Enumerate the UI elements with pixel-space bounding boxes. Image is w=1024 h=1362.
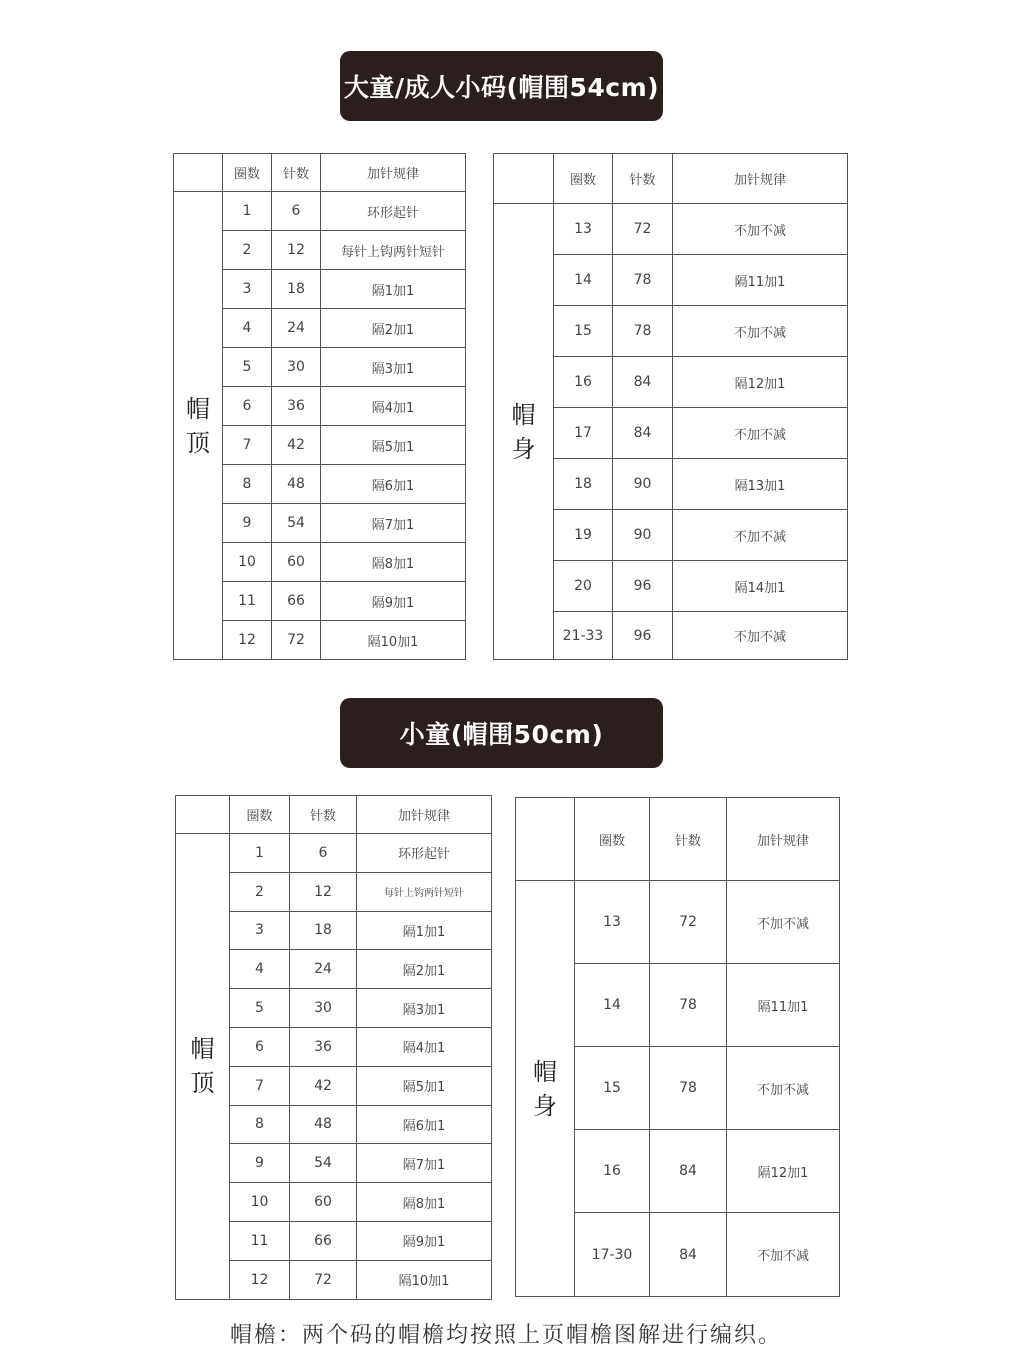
column-header: 圈数 [230, 796, 290, 834]
stitch-count-cell: 36 [290, 1027, 357, 1066]
increase-rule-cell: 隔11加1 [727, 964, 840, 1047]
increase-rule-cell: 隔2加1 [321, 309, 466, 348]
increase-rule-cell: 隔2加1 [357, 950, 492, 989]
column-header: 圈数 [223, 154, 272, 192]
round-cell: 8 [223, 465, 272, 504]
increase-rule-cell: 隔4加1 [357, 1027, 492, 1066]
increase-rule-cell: 隔8加1 [321, 543, 466, 582]
stitch-count-cell: 54 [272, 504, 321, 543]
round-cell: 15 [554, 306, 613, 357]
round-cell: 16 [575, 1130, 650, 1213]
stitch-count-cell: 72 [290, 1260, 357, 1299]
column-header: 加针规律 [357, 796, 492, 834]
round-cell: 13 [554, 204, 613, 255]
increase-rule-cell: 隔6加1 [357, 1105, 492, 1144]
stitch-count-cell: 90 [613, 510, 673, 561]
section-label-text: 帽顶 [185, 394, 210, 457]
increase-rule-cell: 每针上钩两针短针 [357, 872, 492, 911]
stitch-count-cell: 72 [272, 621, 321, 660]
stitch-count-cell: 84 [613, 408, 673, 459]
round-cell: 20 [554, 561, 613, 612]
increase-rule-cell: 每针上钩两针短针 [321, 231, 466, 270]
stitch-count-cell: 54 [290, 1144, 357, 1183]
round-cell: 18 [554, 459, 613, 510]
increase-rule-cell: 隔4加1 [321, 387, 466, 426]
section-label [494, 204, 554, 660]
child-body-body [516, 798, 840, 1297]
stitch-count-cell: 12 [272, 231, 321, 270]
increase-rule-cell: 不加不减 [727, 1213, 840, 1297]
column-header: 针数 [272, 154, 321, 192]
stitch-count-cell: 6 [272, 192, 321, 231]
header-row [516, 798, 840, 881]
stitch-count-cell: 78 [650, 964, 727, 1047]
adult-body-table [493, 153, 848, 660]
stitch-count-cell: 18 [290, 911, 357, 950]
stitch-count-cell: 48 [272, 465, 321, 504]
header-corner [494, 154, 554, 204]
child-body-table [515, 797, 840, 1297]
stitch-count-cell: 42 [290, 1066, 357, 1105]
stitch-count-cell: 66 [272, 582, 321, 621]
increase-rule-cell: 不加不减 [673, 510, 848, 561]
increase-rule-cell: 隔6加1 [321, 465, 466, 504]
header-row [174, 154, 466, 192]
round-cell: 5 [230, 989, 290, 1028]
stitch-count-cell: 6 [290, 834, 357, 873]
increase-rule-cell: 隔13加1 [673, 459, 848, 510]
stitch-count-cell: 78 [650, 1047, 727, 1130]
stitch-count-cell: 96 [613, 612, 673, 660]
section-label-text: 帽身 [532, 1057, 557, 1120]
round-cell: 12 [223, 621, 272, 660]
stitch-count-cell: 66 [290, 1221, 357, 1260]
table-row [516, 881, 840, 964]
stitch-count-cell: 84 [650, 1213, 727, 1297]
round-cell: 12 [230, 1260, 290, 1299]
increase-rule-cell: 隔5加1 [321, 426, 466, 465]
increase-rule-cell: 隔12加1 [727, 1130, 840, 1213]
increase-rule-cell: 隔12加1 [673, 357, 848, 408]
section-label-text: 帽顶 [190, 1035, 215, 1098]
increase-rule-cell: 不加不减 [673, 612, 848, 660]
round-cell: 7 [223, 426, 272, 465]
column-header: 圈数 [554, 154, 613, 204]
child-crown-body [176, 796, 492, 1300]
round-cell: 7 [230, 1066, 290, 1105]
increase-rule-cell: 隔7加1 [357, 1144, 492, 1183]
round-cell: 8 [230, 1105, 290, 1144]
section-label [174, 192, 223, 660]
round-cell: 6 [223, 387, 272, 426]
table-row [494, 204, 848, 255]
stitch-count-cell: 60 [272, 543, 321, 582]
round-cell: 11 [230, 1221, 290, 1260]
round-cell: 10 [230, 1183, 290, 1222]
stitch-count-cell: 18 [272, 270, 321, 309]
increase-rule-cell: 隔1加1 [357, 911, 492, 950]
round-cell: 3 [230, 911, 290, 950]
column-header: 加针规律 [727, 798, 840, 881]
increase-rule-cell: 隔10加1 [357, 1260, 492, 1299]
round-cell: 6 [230, 1027, 290, 1066]
increase-rule-cell: 隔9加1 [321, 582, 466, 621]
stitch-count-cell: 30 [272, 348, 321, 387]
stitch-count-cell: 72 [613, 204, 673, 255]
round-cell: 21-33 [554, 612, 613, 660]
stitch-count-cell: 72 [650, 881, 727, 964]
stitch-count-cell: 42 [272, 426, 321, 465]
round-cell: 10 [223, 543, 272, 582]
section-label [516, 881, 575, 1297]
increase-rule-cell: 隔3加1 [357, 989, 492, 1028]
column-header: 针数 [650, 798, 727, 881]
stitch-count-cell: 36 [272, 387, 321, 426]
round-cell: 4 [223, 309, 272, 348]
increase-rule-cell: 隔14加1 [673, 561, 848, 612]
round-cell: 2 [230, 872, 290, 911]
stitch-count-cell: 84 [650, 1130, 727, 1213]
round-cell: 3 [223, 270, 272, 309]
round-cell: 15 [575, 1047, 650, 1130]
increase-rule-cell: 隔1加1 [321, 270, 466, 309]
increase-rule-cell: 不加不减 [727, 1047, 840, 1130]
adult-body-body [494, 154, 848, 660]
round-cell: 19 [554, 510, 613, 561]
header-row [176, 796, 492, 834]
table-row [176, 834, 492, 873]
column-header: 针数 [613, 154, 673, 204]
round-cell: 14 [554, 255, 613, 306]
child-size-title: 小童(帽围50cm) [340, 698, 663, 768]
header-corner [174, 154, 223, 192]
increase-rule-cell: 环形起针 [321, 192, 466, 231]
round-cell: 9 [223, 504, 272, 543]
stitch-count-cell: 30 [290, 989, 357, 1028]
column-header: 圈数 [575, 798, 650, 881]
stitch-count-cell: 78 [613, 255, 673, 306]
column-header: 加针规律 [321, 154, 466, 192]
round-cell: 9 [230, 1144, 290, 1183]
increase-rule-cell: 隔9加1 [357, 1221, 492, 1260]
increase-rule-cell: 隔7加1 [321, 504, 466, 543]
table-row [174, 192, 466, 231]
child-crown-table [175, 795, 492, 1300]
stitch-count-cell: 48 [290, 1105, 357, 1144]
adult-crown-table [173, 153, 466, 660]
header-corner [176, 796, 230, 834]
stitch-count-cell: 96 [613, 561, 673, 612]
increase-rule-cell: 隔11加1 [673, 255, 848, 306]
stitch-count-cell: 24 [272, 309, 321, 348]
round-cell: 5 [223, 348, 272, 387]
increase-rule-cell: 隔8加1 [357, 1183, 492, 1222]
header-row [494, 154, 848, 204]
round-cell: 2 [223, 231, 272, 270]
stitch-count-cell: 84 [613, 357, 673, 408]
increase-rule-cell: 不加不减 [673, 204, 848, 255]
round-cell: 13 [575, 881, 650, 964]
column-header: 针数 [290, 796, 357, 834]
stitch-count-cell: 12 [290, 872, 357, 911]
stitch-count-cell: 90 [613, 459, 673, 510]
header-corner [516, 798, 575, 881]
round-cell: 11 [223, 582, 272, 621]
round-cell: 1 [230, 834, 290, 873]
stitch-count-cell: 78 [613, 306, 673, 357]
increase-rule-cell: 不加不减 [727, 881, 840, 964]
round-cell: 4 [230, 950, 290, 989]
increase-rule-cell: 不加不减 [673, 408, 848, 459]
column-header: 加针规律 [673, 154, 848, 204]
round-cell: 17 [554, 408, 613, 459]
round-cell: 14 [575, 964, 650, 1047]
increase-rule-cell: 隔3加1 [321, 348, 466, 387]
round-cell: 1 [223, 192, 272, 231]
increase-rule-cell: 不加不减 [673, 306, 848, 357]
adult-crown-body [174, 154, 466, 660]
increase-rule-cell: 隔10加1 [321, 621, 466, 660]
adult-size-title: 大童/成人小码(帽围54cm) [340, 51, 663, 121]
section-label [176, 834, 230, 1300]
round-cell: 17-30 [575, 1213, 650, 1297]
stitch-count-cell: 60 [290, 1183, 357, 1222]
increase-rule-cell: 隔5加1 [357, 1066, 492, 1105]
round-cell: 16 [554, 357, 613, 408]
footer-note: 帽檐：两个码的帽檐均按照上页帽檐图解进行编织。 [230, 1323, 783, 1348]
increase-rule-cell: 环形起针 [357, 834, 492, 873]
stitch-count-cell: 24 [290, 950, 357, 989]
section-label-text: 帽身 [511, 400, 536, 463]
